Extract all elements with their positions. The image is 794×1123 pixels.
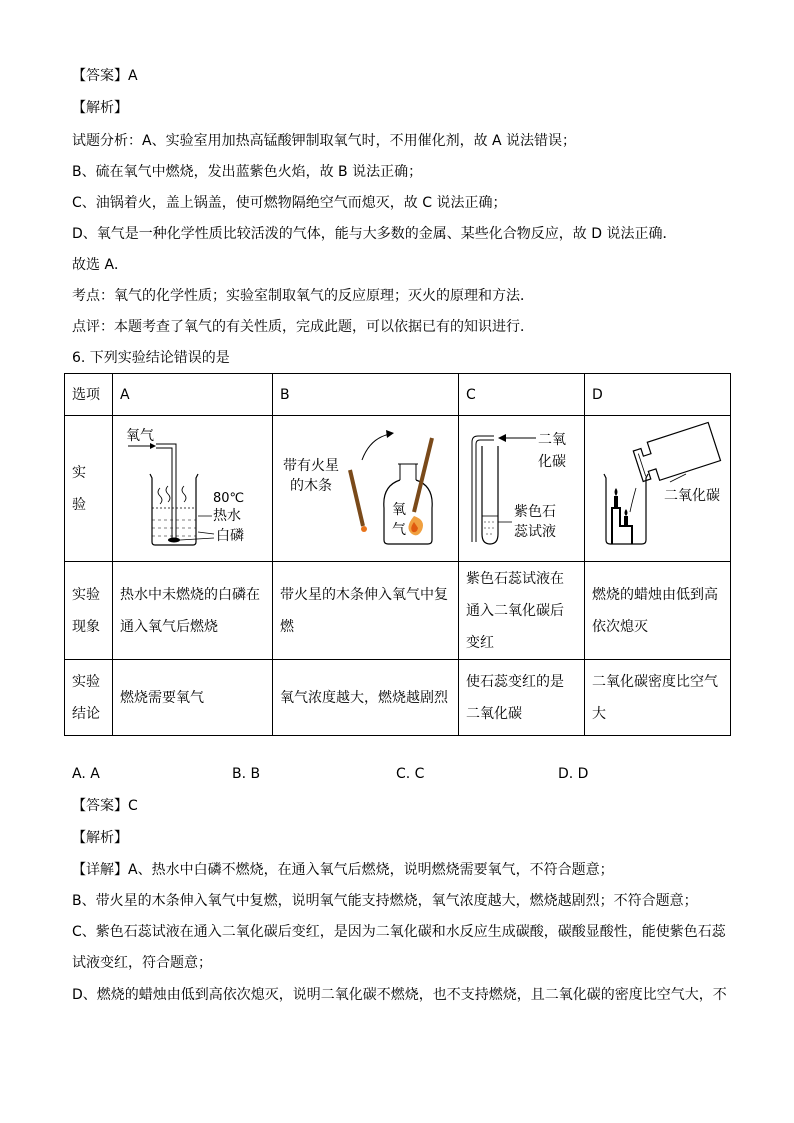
- figure-a-beaker-phosphorus: [118, 416, 268, 549]
- phenomenon-b: 带火星的木条伸入氧气中复 燃: [273, 562, 459, 660]
- conclusion-row: [65, 660, 731, 736]
- figure-c-tube-litmus: [464, 416, 582, 549]
- answer-value: C: [128, 798, 138, 814]
- figure-b-cell: [273, 416, 459, 562]
- answer-value: A: [128, 68, 138, 84]
- figure-c-co2-line2: 化碳: [538, 454, 566, 470]
- figure-a-oxygen-label: 氧气: [126, 428, 154, 444]
- analysis-line: D、燃烧的蜡烛由低到高依次熄灭，说明二氧化碳不燃烧，也不支持燃烧，且二氧化碳的密度比空气大，不: [72, 987, 727, 1003]
- analysis-line: 试液变红，符合题意；: [72, 955, 212, 971]
- analysis-line: 【详解】A、热水中白磷不燃烧，在通入氧气后燃烧，说明燃烧需要氧气，不符合题意；: [72, 862, 614, 878]
- header-option-label: 选项: [65, 374, 113, 416]
- analysis-line: 故选 A．: [72, 257, 129, 273]
- analysis-line: D、氧气是一种化学性质比较活泼的气体，能与大多数的金属、某些化合物反应，故 D 说法正确．: [72, 226, 677, 242]
- option-c[interactable]: C. C: [396, 766, 425, 782]
- previous-analysis-tag: 【解析】: [72, 100, 128, 116]
- question-stem: 6. 下列实验结论错误的是: [72, 350, 230, 366]
- conclusion-b: 氧气浓度越大，燃烧越剧烈: [273, 660, 459, 736]
- option-d[interactable]: D. D: [558, 766, 589, 782]
- conclusion-a: 燃烧需要氧气: [113, 660, 273, 736]
- figure-c-co2-line1: 二氧: [538, 432, 566, 448]
- analysis-line: 考点：氧气的化学性质；实验室制取氧气的反应原理；灭火的原理和方法．: [72, 288, 534, 304]
- option-a[interactable]: A. A: [72, 766, 100, 782]
- analysis-line: C、油锅着火，盖上锅盖，使可燃物隔绝空气而熄灭，故 C 说法正确；: [72, 195, 507, 211]
- phenomenon-label: 实验 现象: [65, 562, 113, 660]
- analysis-line: 试题分析：A、实验室用加热高锰酸钾制取氧气时，不用催化剂，故 A 说法错误；: [72, 133, 577, 149]
- experiment-label: 实 验: [65, 416, 113, 562]
- answer: [72, 796, 138, 816]
- header-col-d: D: [585, 374, 731, 416]
- figure-b-stick-line1: 带有火星: [283, 458, 339, 474]
- figure-d-candles-co2: [590, 416, 728, 549]
- answer-tag: 【答案】: [72, 798, 128, 814]
- conclusion-d: 二氧化碳密度比空气 大: [585, 660, 731, 736]
- figure-d-cell: [585, 416, 731, 562]
- experiment-table: [64, 373, 731, 736]
- figure-a-temp-label: 80℃: [213, 491, 245, 506]
- analysis-line: B、带火星的木条伸入氧气中复燃，说明氧气能支持燃烧，氧气浓度越大，燃烧越剧烈；不符合题意；: [72, 893, 698, 909]
- figure-c-litmus-line2: 蕊试液: [514, 524, 556, 540]
- phenomenon-d: 燃烧的蜡烛由低到高 依次熄灭: [585, 562, 731, 660]
- previous-answer: [72, 66, 138, 86]
- figure-b-stick-line2: 的木条: [290, 478, 332, 494]
- phenomenon-c: 紫色石蕊试液在 通入二氧化碳后 变红: [459, 562, 585, 660]
- figure-a-cell: [113, 416, 273, 562]
- header-col-a: A: [113, 374, 273, 416]
- figure-a-phosphorus-label: 白磷: [216, 528, 244, 544]
- conclusion-label: 实验 结论: [65, 660, 113, 736]
- conclusion-c: 使石蕊变红的是 二氧化碳: [459, 660, 585, 736]
- figure-a-water-label: 热水: [213, 508, 241, 524]
- analysis-line: B、硫在氧气中燃烧，发出蓝紫色火焰，故 B 说法正确；: [72, 164, 423, 180]
- option-b[interactable]: B. B: [232, 766, 261, 782]
- analysis-line: 点评：本题考查了氧气的有关性质，完成此题，可以依据已有的知识进行．: [72, 319, 534, 335]
- figure-c-cell: [459, 416, 585, 562]
- table-header-row: [65, 374, 731, 416]
- figure-c-litmus-line1: 紫色石: [514, 504, 556, 520]
- phenomenon-row: [65, 562, 731, 660]
- figure-b-splint-oxygen: [278, 416, 454, 549]
- phenomenon-a: 热水中未燃烧的白磷在 通入氧气后燃烧: [113, 562, 273, 660]
- experiment-figure-row: [65, 416, 731, 562]
- figure-b-oxygen-label-1: 氧: [392, 502, 406, 518]
- header-col-c: C: [459, 374, 585, 416]
- header-col-b: B: [273, 374, 459, 416]
- figure-d-co2-label: 二氧化碳: [664, 488, 720, 504]
- figure-b-oxygen-label-2: 气: [392, 522, 406, 538]
- answer-tag: 【答案】: [72, 68, 128, 84]
- analysis-line: C、紫色石蕊试液在通入二氧化碳后变红，是因为二氧化碳和水反应生成碳酸，碳酸显酸性，能使紫色石蕊: [72, 924, 726, 940]
- analysis-tag: 【解析】: [72, 830, 128, 846]
